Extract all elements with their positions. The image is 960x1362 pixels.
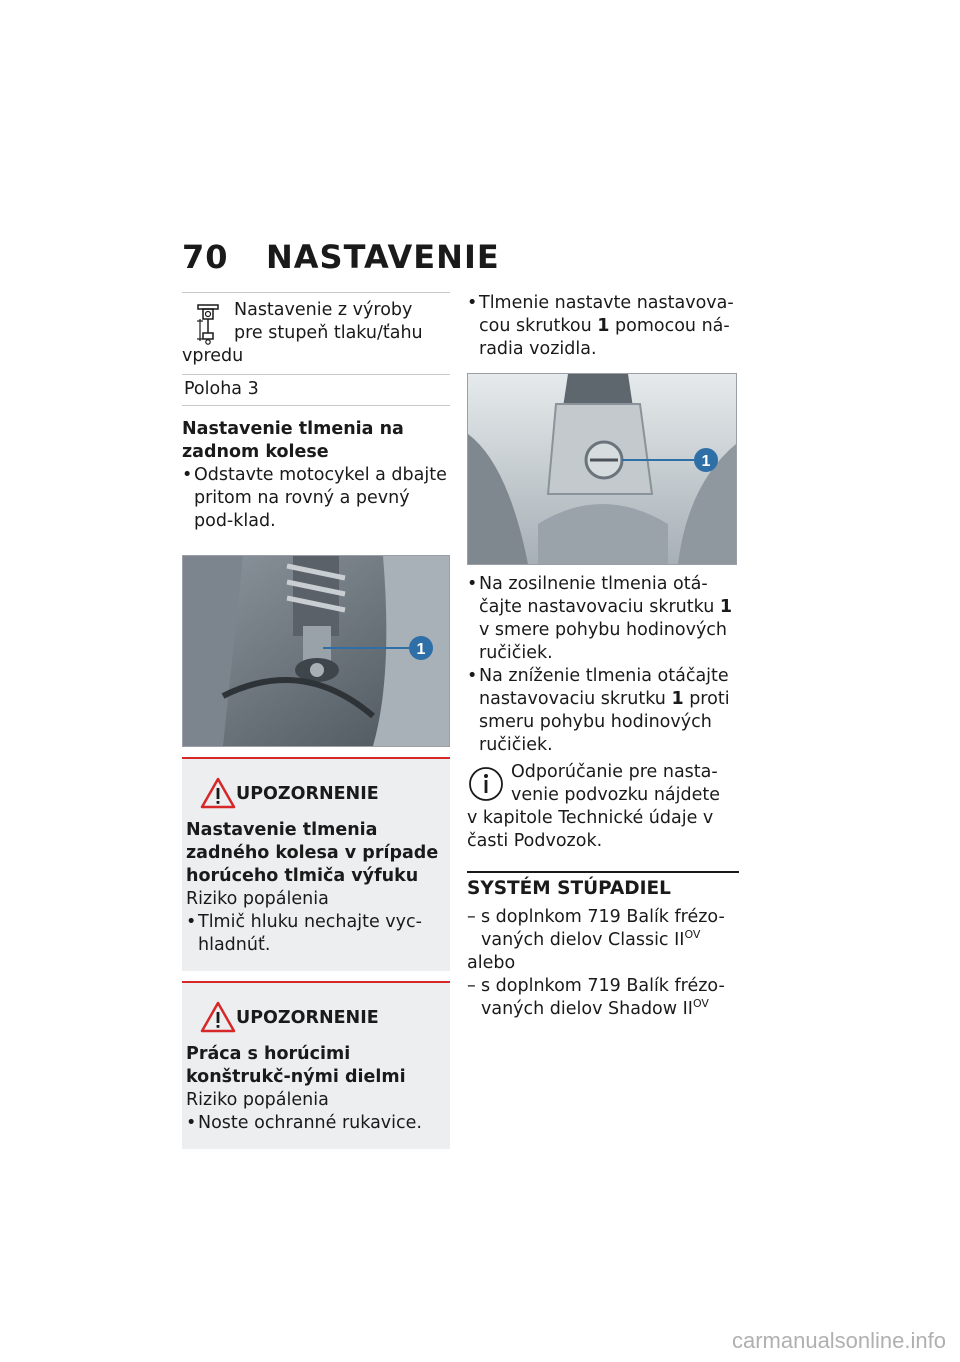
factory-setting-label: Nastavenie z výroby pre stupeň tlaku/ťahu vpredu bbox=[182, 300, 423, 366]
warning-box-hot-parts bbox=[182, 981, 450, 1149]
page-header bbox=[182, 238, 742, 278]
adjuster-screw-photo bbox=[467, 373, 737, 565]
callout-number: 1 bbox=[416, 641, 426, 658]
right-column bbox=[467, 292, 739, 1021]
damping-decrease-step: • Na zníženie tlmenia otáčajte nastavovaciu skrutku 1 proti smeru pohybu hodinových ručičiek. bbox=[467, 665, 739, 757]
option-shadow: – s doplnkom 719 Balík frézo-vaných dielov Shadow $II^{OV}$ bbox=[467, 975, 739, 1021]
warning-risk: Riziko popálenia bbox=[186, 1090, 329, 1110]
rear-damping-heading: Nastavenie tlmenia na zadnom kolese bbox=[182, 419, 404, 462]
warning-triangle-icon bbox=[200, 777, 236, 809]
rear-shock-illustration bbox=[183, 556, 449, 746]
warning-subtitle: Práca s horúcimi konštrukč-nými dielmi bbox=[186, 1044, 406, 1087]
warning-action: • Noste ochranné rukavice. bbox=[186, 1112, 450, 1135]
factory-setting-value: Poloha 3 bbox=[182, 374, 450, 405]
adjuster-screw-illustration bbox=[468, 374, 736, 564]
damping-step-tool: • Tlmenie nastavte nastavova-cou skrutkou 1 pomocou ná-radia vozidla. bbox=[467, 292, 739, 361]
warning-subtitle: Nastavenie tlmenia zadného kolesa v prípade horúceho tlmiča výfuku bbox=[186, 820, 439, 886]
rear-shock-photo bbox=[182, 555, 450, 747]
chassis-tip-note: Odporúčanie pre nasta- venie podvozku nájdete v kapitole Technické údaje v časti Podvozok. bbox=[467, 762, 721, 851]
option-separator: alebo bbox=[467, 953, 516, 973]
option-classic: – s doplnkom 719 Balík frézo-vaných dielov Classic $II^{OV}$ bbox=[467, 906, 739, 952]
warning-action: • Tlmič hluku nechajte vyc-hladnúť. bbox=[186, 911, 450, 957]
damping-increase-step: • Na zosilnenie tlmenia otá-čajte nastavovaciu skrutku 1 v smere pohybu hodinových ručičiek. bbox=[467, 573, 739, 665]
page-title: NASTAVENIE bbox=[266, 238, 500, 276]
warning-triangle-icon bbox=[200, 1001, 236, 1033]
page-number: 70 bbox=[182, 238, 229, 276]
left-column bbox=[182, 292, 450, 1149]
factory-setting-label-row bbox=[182, 293, 450, 374]
watermark: carmanualsonline.info bbox=[731, 1328, 946, 1353]
warning-risk: Riziko popálenia bbox=[186, 889, 329, 909]
section-title: SYSTÉM STÚPADIEL bbox=[467, 871, 739, 900]
shock-absorber-icon bbox=[194, 303, 222, 345]
factory-setting-box bbox=[182, 292, 450, 406]
warning-title: UPOZORNENIE bbox=[236, 1008, 379, 1028]
warning-box-exhaust bbox=[182, 757, 450, 971]
warning-title: UPOZORNENIE bbox=[236, 784, 379, 804]
rear-damping-step: • Odstavte motocykel a dbajte pritom na rovný a pevný pod-klad. bbox=[182, 464, 450, 533]
info-icon bbox=[467, 765, 505, 803]
callout-number: 1 bbox=[701, 453, 711, 470]
